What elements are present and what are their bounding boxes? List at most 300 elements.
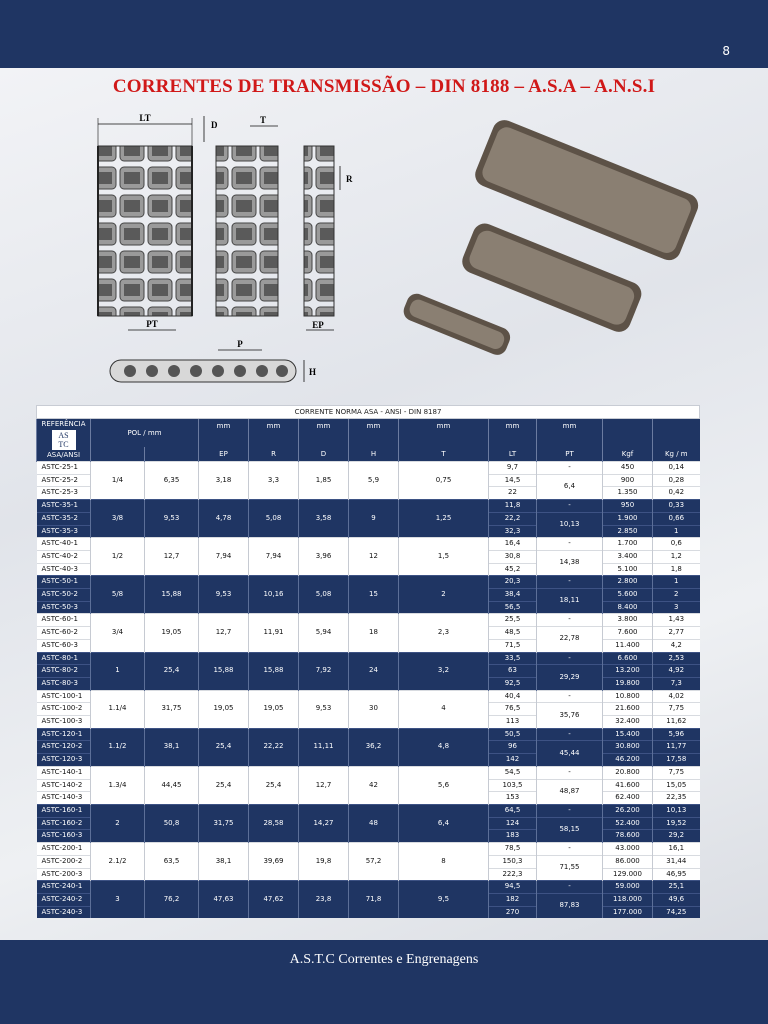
mm-cell: 15,88 (145, 576, 199, 614)
kgf-cell: 30.800 (603, 741, 653, 754)
h-cell: 42 (349, 766, 399, 804)
pol-cell: 1 (91, 652, 145, 690)
kgm-cell: 4,92 (653, 665, 700, 678)
d-cell: 9,53 (299, 690, 349, 728)
pol-cell: 2 (91, 804, 145, 842)
pt-cell: - (537, 538, 603, 551)
ref-cell: ASTC-240-2 (37, 893, 91, 906)
lt-cell: 20,3 (489, 576, 537, 589)
pt-cell: - (537, 804, 603, 817)
kgm-cell: 4,2 (653, 639, 700, 652)
kgf-cell: 2.800 (603, 576, 653, 589)
ref-header: REFERÊNCIA (41, 420, 86, 428)
lt-cell: 9,7 (489, 462, 537, 475)
d-cell: 19,8 (299, 843, 349, 881)
kgm-cell: 25,1 (653, 881, 700, 894)
lt-cell: 182 (489, 893, 537, 906)
single-chain-drawing (304, 146, 334, 316)
ep-cell: 3,18 (199, 462, 249, 500)
chain-spec-table (36, 405, 700, 918)
d-cell: 3,96 (299, 538, 349, 576)
r-cell: 11,91 (249, 614, 299, 652)
ref-cell: ASTC-60-1 (37, 614, 91, 627)
t-cell: 0,75 (399, 462, 489, 500)
h-cell: 15 (349, 576, 399, 614)
pol-cell: 1/4 (91, 462, 145, 500)
mm-cell: 25,4 (145, 652, 199, 690)
label-t: T (260, 115, 267, 125)
h-cell: 57,2 (349, 843, 399, 881)
kgm-cell: 29,2 (653, 830, 700, 843)
header-pt: PT (537, 447, 603, 462)
lt-cell: 76,5 (489, 703, 537, 716)
kgf-cell: 1.900 (603, 512, 653, 525)
ref-cell: ASTC-160-1 (37, 804, 91, 817)
header-r: R (249, 447, 299, 462)
ref-cell: ASTC-200-2 (37, 855, 91, 868)
t-cell: 4 (399, 690, 489, 728)
chain-side-view (110, 360, 296, 382)
mm-cell: 19,05 (145, 614, 199, 652)
d-cell: 3,58 (299, 500, 349, 538)
lt-cell: 48,5 (489, 627, 537, 640)
ref-cell: ASTC-35-2 (37, 512, 91, 525)
pt-cell: - (537, 576, 603, 589)
lt-cell: 22 (489, 487, 537, 500)
r-cell: 19,05 (249, 690, 299, 728)
pt-cell: 45,44 (537, 741, 603, 766)
h-cell: 24 (349, 652, 399, 690)
d-cell: 12,7 (299, 766, 349, 804)
label-p: P (237, 339, 243, 349)
kgf-cell: 118.000 (603, 893, 653, 906)
header-unit-kgm (653, 419, 700, 434)
kgm-cell: 0,42 (653, 487, 700, 500)
t-cell: 2 (399, 576, 489, 614)
lt-cell: 142 (489, 754, 537, 767)
t-cell: 9,5 (399, 881, 489, 919)
page-title: CORRENTES DE TRANSMISSÃO – DIN 8188 – A.S.A – A.N.S.I (112, 76, 656, 97)
ref-header-cell (37, 419, 91, 462)
ref-cell: ASTC-100-3 (37, 716, 91, 729)
pol-cell: 3 (91, 881, 145, 919)
kgf-cell: 5.100 (603, 563, 653, 576)
lt-cell: 33,5 (489, 652, 537, 665)
lt-cell: 45,2 (489, 563, 537, 576)
mm-cell: 31,75 (145, 690, 199, 728)
table-row (37, 728, 700, 741)
pt-cell: 29,29 (537, 665, 603, 690)
d-cell: 7,92 (299, 652, 349, 690)
lt-cell: 14,5 (489, 474, 537, 487)
kgm-cell: 1,8 (653, 563, 700, 576)
kgf-cell: 8.400 (603, 601, 653, 614)
kgm-cell: 0,14 (653, 462, 700, 475)
h-cell: 48 (349, 804, 399, 842)
ep-cell: 7,94 (199, 538, 249, 576)
kgf-cell: 129.000 (603, 868, 653, 881)
kgm-cell: 2,77 (653, 627, 700, 640)
kgm-cell: 2,53 (653, 652, 700, 665)
kgf-cell: 21.600 (603, 703, 653, 716)
kgm-cell: 11,62 (653, 716, 700, 729)
kgf-cell: 26.200 (603, 804, 653, 817)
t-cell: 1,25 (399, 500, 489, 538)
header-t: T (399, 447, 489, 462)
kgf-cell: 52.400 (603, 817, 653, 830)
header-ep: EP (199, 447, 249, 462)
kgm-cell: 31,44 (653, 855, 700, 868)
header-unit-t: mm (399, 419, 489, 434)
pt-cell: 87,83 (537, 893, 603, 918)
lt-cell: 11,8 (489, 500, 537, 513)
ref-cell: ASTC-40-2 (37, 550, 91, 563)
d-cell: 11,11 (299, 728, 349, 766)
kgm-cell: 0,66 (653, 512, 700, 525)
kgm-cell: 0,6 (653, 538, 700, 551)
pt-cell: - (537, 462, 603, 475)
kgm-cell: 7,75 (653, 703, 700, 716)
h-cell: 30 (349, 690, 399, 728)
pt-cell: 10,13 (537, 512, 603, 537)
lt-cell: 40,4 (489, 690, 537, 703)
h-cell: 71,8 (349, 881, 399, 919)
triple-chain-drawing (98, 146, 192, 316)
label-ep: EP (312, 320, 324, 330)
pol-cell: 1/2 (91, 538, 145, 576)
t-cell: 6,4 (399, 804, 489, 842)
kgf-cell: 11.400 (603, 639, 653, 652)
t-cell: 4,8 (399, 728, 489, 766)
kgf-cell: 32.400 (603, 716, 653, 729)
table-row (37, 614, 700, 627)
kgm-cell: 19,52 (653, 817, 700, 830)
kgf-cell: 15.400 (603, 728, 653, 741)
pol-cell: 1.1/4 (91, 690, 145, 728)
pt-cell: 14,38 (537, 550, 603, 575)
ref-cell: ASTC-50-2 (37, 589, 91, 602)
kgm-cell: 0,33 (653, 500, 700, 513)
lt-cell: 78,5 (489, 843, 537, 856)
lt-cell: 32,3 (489, 525, 537, 538)
ep-cell: 38,1 (199, 843, 249, 881)
header-pol-mm: POL / mm (91, 419, 199, 447)
pt-cell: - (537, 843, 603, 856)
kgm-cell: 10,13 (653, 804, 700, 817)
kgf-cell: 19.800 (603, 677, 653, 690)
table-row (37, 576, 700, 589)
table-row (37, 500, 700, 513)
kgf-cell: 1.350 (603, 487, 653, 500)
header-unit-ep: mm (199, 419, 249, 434)
lt-cell: 63 (489, 665, 537, 678)
table-body (37, 462, 700, 919)
r-cell: 15,88 (249, 652, 299, 690)
t-cell: 5,6 (399, 766, 489, 804)
kgf-cell: 41.600 (603, 779, 653, 792)
pol-cell: 2.1/2 (91, 843, 145, 881)
pt-cell: 58,15 (537, 817, 603, 842)
kgm-cell: 15,05 (653, 779, 700, 792)
lt-cell: 96 (489, 741, 537, 754)
header-unit-r: mm (249, 419, 299, 434)
table-row (37, 652, 700, 665)
lt-cell: 64,5 (489, 804, 537, 817)
header-kgf: Kgf (603, 447, 653, 462)
page-number: 8 (722, 44, 730, 58)
kgf-cell: 6.600 (603, 652, 653, 665)
ref-cell: ASTC-80-2 (37, 665, 91, 678)
header-lt: LT (489, 447, 537, 462)
pt-cell: 18,11 (537, 589, 603, 614)
kgm-cell: 7,75 (653, 766, 700, 779)
pol-cell: 3/8 (91, 500, 145, 538)
lt-cell: 150,3 (489, 855, 537, 868)
mm-cell: 50,8 (145, 804, 199, 842)
table-row (37, 538, 700, 551)
header-kgm: Kg / m (653, 447, 700, 462)
kgm-cell: 49,6 (653, 893, 700, 906)
kgf-cell: 62.400 (603, 792, 653, 805)
ref-cell: ASTC-50-1 (37, 576, 91, 589)
ref-cell: ASTC-120-1 (37, 728, 91, 741)
r-cell: 5,08 (249, 500, 299, 538)
pol-cell: 3/4 (91, 614, 145, 652)
pt-cell: - (537, 728, 603, 741)
r-cell: 39,69 (249, 843, 299, 881)
lt-cell: 25,5 (489, 614, 537, 627)
ref-cell: ASTC-25-3 (37, 487, 91, 500)
pt-cell: 48,87 (537, 779, 603, 804)
kgf-cell: 20.800 (603, 766, 653, 779)
lt-cell: 22,2 (489, 512, 537, 525)
h-cell: 12 (349, 538, 399, 576)
ep-cell: 12,7 (199, 614, 249, 652)
pt-cell: - (537, 881, 603, 894)
kgf-cell: 59.000 (603, 881, 653, 894)
pt-cell: 22,78 (537, 627, 603, 652)
lt-cell: 38,4 (489, 589, 537, 602)
lt-cell: 56,5 (489, 601, 537, 614)
table-row (37, 843, 700, 856)
ref-cell: ASTC-60-2 (37, 627, 91, 640)
table-row (37, 804, 700, 817)
kgf-cell: 900 (603, 474, 653, 487)
mm-cell: 63,5 (145, 843, 199, 881)
kgm-cell: 0,28 (653, 474, 700, 487)
r-cell: 3,3 (249, 462, 299, 500)
kgf-cell: 450 (603, 462, 653, 475)
r-cell: 25,4 (249, 766, 299, 804)
ref-cell: ASTC-100-2 (37, 703, 91, 716)
d-cell: 1,85 (299, 462, 349, 500)
ref-cell: ASTC-80-3 (37, 677, 91, 690)
pt-cell: - (537, 614, 603, 627)
header-h: H (349, 447, 399, 462)
kgm-cell: 74,25 (653, 906, 700, 918)
pol-cell: 1.3/4 (91, 766, 145, 804)
header-unit-lt: mm (489, 419, 537, 434)
astc-logo: AS TC (52, 430, 76, 450)
d-cell: 23,8 (299, 881, 349, 919)
kgf-cell: 13.200 (603, 665, 653, 678)
ref-cell: ASTC-140-3 (37, 792, 91, 805)
kgm-cell: 11,77 (653, 741, 700, 754)
table-caption: CORRENTE NORMA ASA - ANSI - DIN 8187 (37, 406, 700, 419)
ref-sub-header: ASA/ANSI (46, 451, 81, 459)
header-unit-d: mm (299, 419, 349, 434)
label-pt: PT (146, 319, 158, 329)
lt-cell: 270 (489, 906, 537, 918)
label-d: D (211, 120, 218, 130)
kgm-cell: 7,3 (653, 677, 700, 690)
header-unit-kgf (603, 419, 653, 434)
lt-cell: 92,5 (489, 677, 537, 690)
t-cell: 1,5 (399, 538, 489, 576)
pt-cell: - (537, 690, 603, 703)
table-row (37, 881, 700, 894)
pt-cell: - (537, 766, 603, 779)
chains-photo (390, 118, 710, 368)
ref-cell: ASTC-200-3 (37, 868, 91, 881)
r-cell: 7,94 (249, 538, 299, 576)
mm-cell: 9,53 (145, 500, 199, 538)
kgf-cell: 5.600 (603, 589, 653, 602)
ref-cell: ASTC-25-1 (37, 462, 91, 475)
header-unit-h: mm (349, 419, 399, 434)
chain-photo-single (401, 291, 513, 358)
pt-cell: 35,76 (537, 703, 603, 728)
lt-cell: 103,5 (489, 779, 537, 792)
header-unit-pt: mm (537, 419, 603, 434)
kgm-cell: 1 (653, 525, 700, 538)
kgf-cell: 3.800 (603, 614, 653, 627)
ep-cell: 25,4 (199, 728, 249, 766)
kgf-cell: 46.200 (603, 754, 653, 767)
chain-spec-table-wrapper (36, 405, 694, 918)
lt-cell: 124 (489, 817, 537, 830)
d-cell: 5,94 (299, 614, 349, 652)
t-cell: 2,3 (399, 614, 489, 652)
ref-cell: ASTC-140-1 (37, 766, 91, 779)
ref-cell: ASTC-35-3 (37, 525, 91, 538)
ref-cell: ASTC-60-3 (37, 639, 91, 652)
t-cell: 3,2 (399, 652, 489, 690)
table-row (37, 690, 700, 703)
ep-cell: 31,75 (199, 804, 249, 842)
pt-cell: 6,4 (537, 474, 603, 499)
h-cell: 5,9 (349, 462, 399, 500)
h-cell: 36,2 (349, 728, 399, 766)
r-cell: 47,62 (249, 881, 299, 919)
r-cell: 28,58 (249, 804, 299, 842)
label-r: R (346, 174, 353, 184)
kgm-cell: 16,1 (653, 843, 700, 856)
label-h: H (309, 367, 317, 377)
ref-cell: ASTC-120-2 (37, 741, 91, 754)
pt-cell: - (537, 652, 603, 665)
top-bar (0, 0, 768, 68)
pol-cell: 5/8 (91, 576, 145, 614)
kgf-cell: 10.800 (603, 690, 653, 703)
double-chain-drawing (216, 146, 278, 316)
chain-dimension-diagram (90, 108, 390, 393)
kgm-cell: 17,58 (653, 754, 700, 767)
kgf-cell: 43.000 (603, 843, 653, 856)
mm-cell: 44,45 (145, 766, 199, 804)
kgm-cell: 46,95 (653, 868, 700, 881)
ref-cell: ASTC-50-3 (37, 601, 91, 614)
kgf-cell: 177.000 (603, 906, 653, 918)
pol-cell: 1.1/2 (91, 728, 145, 766)
mm-cell: 38,1 (145, 728, 199, 766)
ref-cell: ASTC-160-2 (37, 817, 91, 830)
ep-cell: 9,53 (199, 576, 249, 614)
lt-cell: 30,8 (489, 550, 537, 563)
footer-brand: A.S.T.C (289, 952, 335, 967)
kgf-cell: 2.850 (603, 525, 653, 538)
kgm-cell: 1,43 (653, 614, 700, 627)
ref-cell: ASTC-80-1 (37, 652, 91, 665)
t-cell: 8 (399, 843, 489, 881)
kgf-cell: 86.000 (603, 855, 653, 868)
kgm-cell: 1 (653, 576, 700, 589)
ep-cell: 19,05 (199, 690, 249, 728)
ep-cell: 25,4 (199, 766, 249, 804)
d-cell: 14,27 (299, 804, 349, 842)
ref-cell: ASTC-40-1 (37, 538, 91, 551)
kgf-cell: 1.700 (603, 538, 653, 551)
lt-cell: 222,3 (489, 868, 537, 881)
ref-cell: ASTC-200-1 (37, 843, 91, 856)
ep-cell: 4,78 (199, 500, 249, 538)
ref-cell: ASTC-160-3 (37, 830, 91, 843)
r-cell: 22,22 (249, 728, 299, 766)
h-cell: 18 (349, 614, 399, 652)
mm-cell: 12,7 (145, 538, 199, 576)
kgf-cell: 3.400 (603, 550, 653, 563)
ref-cell: ASTC-25-2 (37, 474, 91, 487)
ref-cell: ASTC-35-1 (37, 500, 91, 513)
mm-cell: 6,35 (145, 462, 199, 500)
lt-cell: 54,5 (489, 766, 537, 779)
kgf-cell: 78.600 (603, 830, 653, 843)
ref-cell: ASTC-240-1 (37, 881, 91, 894)
ref-cell: ASTC-40-3 (37, 563, 91, 576)
table-row (37, 766, 700, 779)
kgf-cell: 950 (603, 500, 653, 513)
ep-cell: 47,63 (199, 881, 249, 919)
kgm-cell: 5,96 (653, 728, 700, 741)
kgm-cell: 4,02 (653, 690, 700, 703)
table-row (37, 462, 700, 475)
lt-cell: 16,4 (489, 538, 537, 551)
kgf-cell: 7.600 (603, 627, 653, 640)
lt-cell: 71,5 (489, 639, 537, 652)
h-cell: 9 (349, 500, 399, 538)
lt-cell: 183 (489, 830, 537, 843)
lt-cell: 113 (489, 716, 537, 729)
pt-cell: 71,55 (537, 855, 603, 880)
ref-cell: ASTC-140-2 (37, 779, 91, 792)
kgm-cell: 3 (653, 601, 700, 614)
ep-cell: 15,88 (199, 652, 249, 690)
mm-cell: 76,2 (145, 881, 199, 919)
footer (0, 952, 768, 968)
lt-cell: 94,5 (489, 881, 537, 894)
r-cell: 10,16 (249, 576, 299, 614)
kgm-cell: 1,2 (653, 550, 700, 563)
